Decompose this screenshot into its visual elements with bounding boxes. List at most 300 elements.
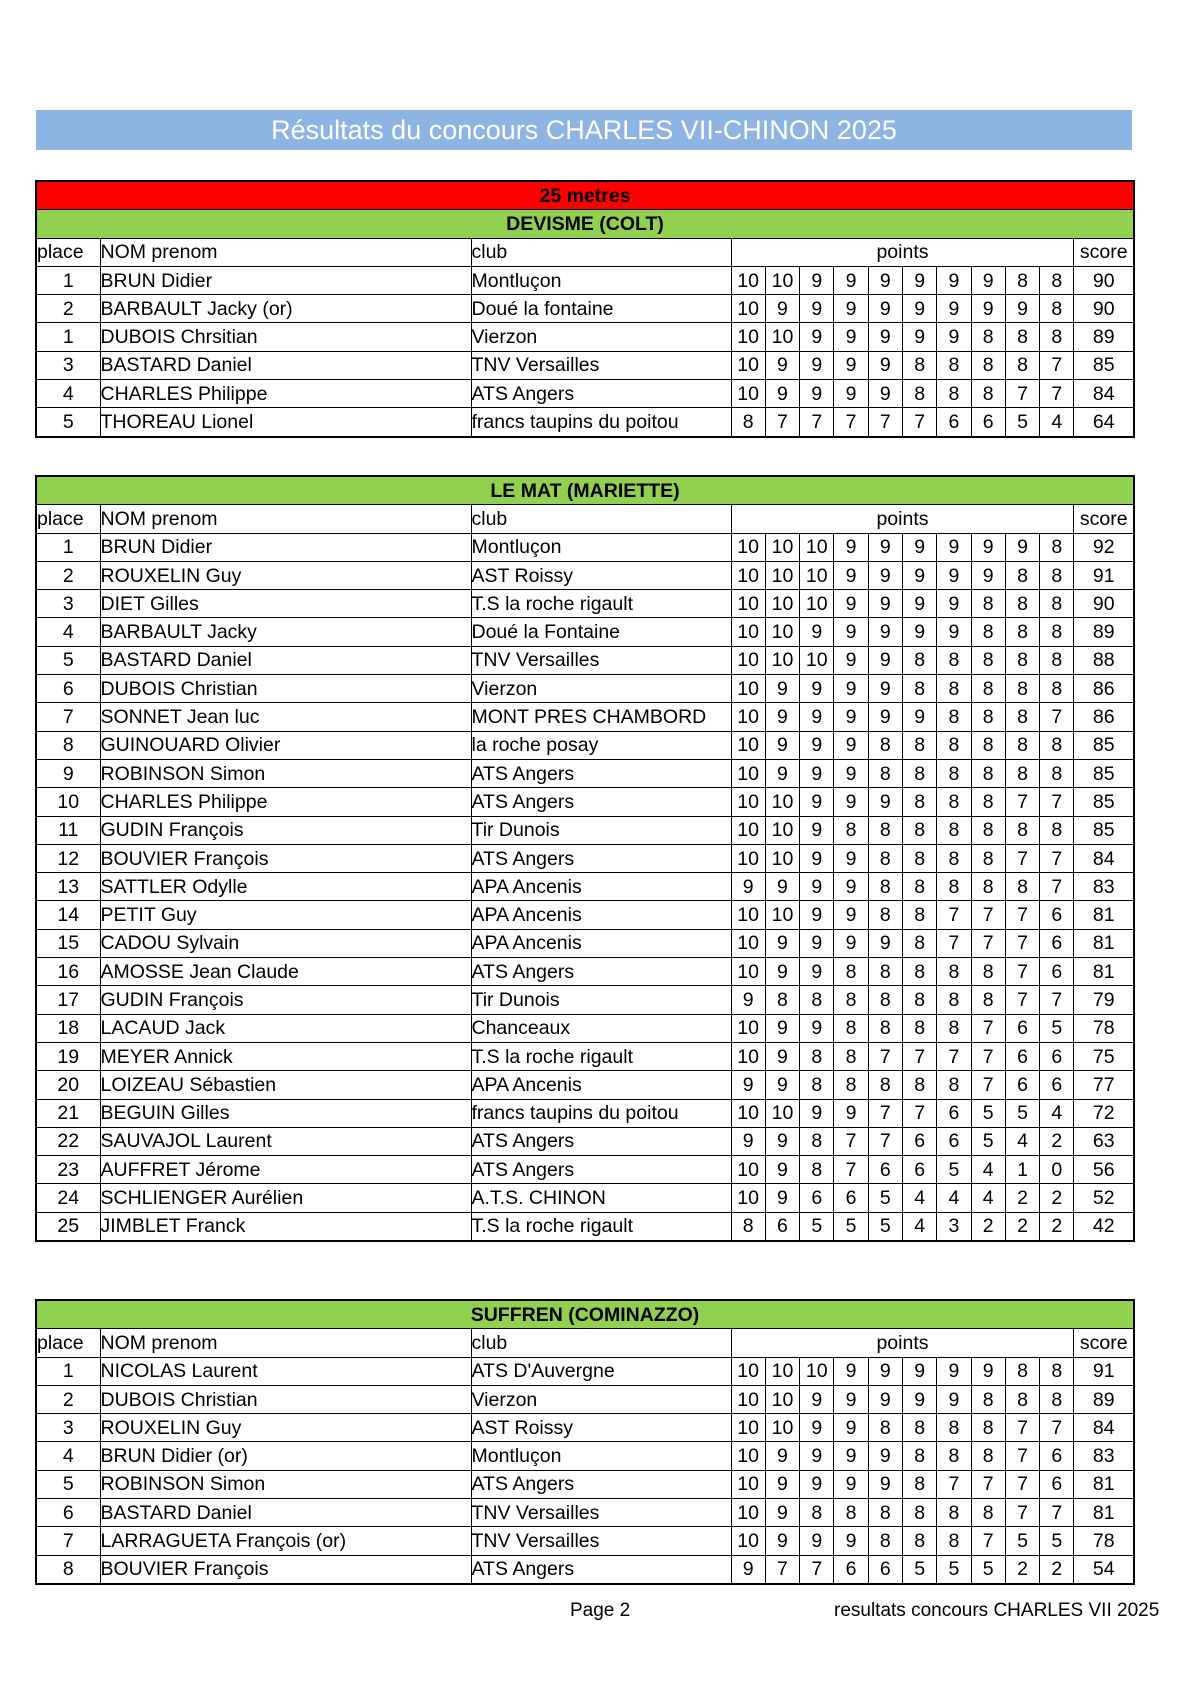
point-cell: 9 xyxy=(800,1414,834,1442)
point-cell: 8 xyxy=(1005,618,1039,646)
point-cell: 9 xyxy=(765,1527,799,1555)
point-cell: 10 xyxy=(800,590,834,618)
section-title: SUFFREN (COMINAZZO) xyxy=(36,1300,1134,1329)
point-cell: 9 xyxy=(834,788,868,816)
table-row xyxy=(36,844,1134,872)
point-cell: 9 xyxy=(902,1385,936,1413)
point-cell: 10 xyxy=(765,266,799,294)
table-row xyxy=(36,533,1134,561)
table-row xyxy=(36,323,1134,351)
table-row xyxy=(36,646,1134,674)
point-cell: 6 xyxy=(1005,1071,1039,1099)
point-cell: 8 xyxy=(937,844,971,872)
point-cell: 10 xyxy=(765,590,799,618)
point-cell: 9 xyxy=(834,1414,868,1442)
point-cell: 10 xyxy=(731,901,765,929)
point-cell: 9 xyxy=(834,703,868,731)
point-cell: 8 xyxy=(1005,590,1039,618)
name-cell: GUDIN François xyxy=(100,816,471,844)
score-cell: 84 xyxy=(1074,380,1134,408)
point-cell: 8 xyxy=(971,380,1005,408)
point-cell: 8 xyxy=(800,1127,834,1155)
point-cell: 8 xyxy=(902,873,936,901)
column-header-row xyxy=(36,1329,1134,1357)
club-cell: ATS D'Auvergne xyxy=(471,1357,731,1385)
name-cell: SCHLIENGER Aurélien xyxy=(100,1184,471,1212)
point-cell: 5 xyxy=(971,1127,1005,1155)
point-cell: 4 xyxy=(902,1184,936,1212)
club-cell: Vierzon xyxy=(471,675,731,703)
point-cell: 9 xyxy=(868,266,902,294)
point-cell: 10 xyxy=(731,1385,765,1413)
place-cell: 7 xyxy=(36,703,100,731)
club-cell: Doué la Fontaine xyxy=(471,618,731,646)
point-cell: 9 xyxy=(834,1357,868,1385)
club-cell: francs taupins du poitou xyxy=(471,1099,731,1127)
table-row xyxy=(36,873,1134,901)
table-row xyxy=(36,703,1134,731)
score-cell: 88 xyxy=(1074,646,1134,674)
header-name: NOM prenom xyxy=(100,1329,471,1357)
point-cell: 9 xyxy=(800,295,834,323)
point-cell: 9 xyxy=(800,1527,834,1555)
point-cell: 9 xyxy=(800,958,834,986)
point-cell: 2 xyxy=(1005,1184,1039,1212)
point-cell: 8 xyxy=(937,1527,971,1555)
point-cell: 10 xyxy=(800,561,834,589)
name-cell: JIMBLET Franck xyxy=(100,1212,471,1241)
point-cell: 7 xyxy=(937,1470,971,1498)
point-cell: 2 xyxy=(1040,1555,1074,1584)
point-cell: 8 xyxy=(1040,618,1074,646)
point-cell: 7 xyxy=(1005,1470,1039,1498)
point-cell: 10 xyxy=(731,533,765,561)
point-cell: 7 xyxy=(1040,986,1074,1014)
point-cell: 10 xyxy=(765,816,799,844)
table-row xyxy=(36,618,1134,646)
point-cell: 8 xyxy=(1040,759,1074,787)
point-cell: 8 xyxy=(937,380,971,408)
score-cell: 54 xyxy=(1074,1555,1134,1584)
table-row xyxy=(36,590,1134,618)
place-cell: 14 xyxy=(36,901,100,929)
club-cell: ATS Angers xyxy=(471,380,731,408)
point-cell: 6 xyxy=(834,1555,868,1584)
point-cell: 8 xyxy=(834,1499,868,1527)
score-cell: 81 xyxy=(1074,929,1134,957)
table-row xyxy=(36,1414,1134,1442)
place-cell: 18 xyxy=(36,1014,100,1042)
point-cell: 7 xyxy=(1040,844,1074,872)
point-cell: 10 xyxy=(765,788,799,816)
point-cell: 5 xyxy=(971,1099,1005,1127)
score-cell: 75 xyxy=(1074,1042,1134,1070)
place-cell: 17 xyxy=(36,986,100,1014)
point-cell: 8 xyxy=(1005,1385,1039,1413)
place-cell: 3 xyxy=(36,590,100,618)
point-cell: 9 xyxy=(1005,295,1039,323)
score-cell: 91 xyxy=(1074,561,1134,589)
point-cell: 8 xyxy=(902,1442,936,1470)
point-cell: 9 xyxy=(765,380,799,408)
point-cell: 8 xyxy=(971,618,1005,646)
club-cell: ATS Angers xyxy=(471,759,731,787)
point-cell: 8 xyxy=(834,1042,868,1070)
point-cell: 9 xyxy=(731,1555,765,1584)
point-cell: 9 xyxy=(800,351,834,379)
point-cell: 8 xyxy=(902,1499,936,1527)
table-row xyxy=(36,1042,1134,1070)
point-cell: 9 xyxy=(800,816,834,844)
point-cell: 6 xyxy=(1040,1470,1074,1498)
point-cell: 10 xyxy=(731,1156,765,1184)
header-points: points xyxy=(731,1329,1074,1357)
point-cell: 10 xyxy=(731,590,765,618)
point-cell: 5 xyxy=(1040,1014,1074,1042)
place-cell: 12 xyxy=(36,844,100,872)
point-cell: 8 xyxy=(902,1414,936,1442)
score-cell: 42 xyxy=(1074,1212,1134,1241)
club-cell: ATS Angers xyxy=(471,958,731,986)
point-cell: 0 xyxy=(1040,1156,1074,1184)
table-row xyxy=(36,901,1134,929)
score-cell: 90 xyxy=(1074,590,1134,618)
place-cell: 8 xyxy=(36,731,100,759)
club-cell: Doué la fontaine xyxy=(471,295,731,323)
point-cell: 8 xyxy=(971,759,1005,787)
name-cell: BOUVIER François xyxy=(100,1555,471,1584)
name-cell: GUDIN François xyxy=(100,986,471,1014)
place-cell: 22 xyxy=(36,1127,100,1155)
score-cell: 81 xyxy=(1074,1499,1134,1527)
score-cell: 90 xyxy=(1074,266,1134,294)
point-cell: 10 xyxy=(765,1099,799,1127)
point-cell: 8 xyxy=(868,901,902,929)
point-cell: 9 xyxy=(834,1385,868,1413)
point-cell: 8 xyxy=(868,1071,902,1099)
point-cell: 5 xyxy=(1040,1527,1074,1555)
name-cell: AMOSSE Jean Claude xyxy=(100,958,471,986)
point-cell: 8 xyxy=(1040,561,1074,589)
document-title: Résultats du concours CHARLES VII-CHINON 2025 xyxy=(36,110,1132,150)
point-cell: 2 xyxy=(1005,1212,1039,1241)
name-cell: BEGUIN Gilles xyxy=(100,1099,471,1127)
point-cell: 8 xyxy=(902,1014,936,1042)
point-cell: 10 xyxy=(731,266,765,294)
header-points: points xyxy=(731,238,1074,266)
point-cell: 6 xyxy=(868,1555,902,1584)
point-cell: 7 xyxy=(1040,380,1074,408)
point-cell: 10 xyxy=(731,561,765,589)
point-cell: 8 xyxy=(971,873,1005,901)
point-cell: 10 xyxy=(731,958,765,986)
score-cell: 92 xyxy=(1074,533,1134,561)
results-table-le-mat xyxy=(35,475,1135,1242)
point-cell: 10 xyxy=(731,844,765,872)
header-name: NOM prenom xyxy=(100,505,471,533)
score-cell: 81 xyxy=(1074,958,1134,986)
point-cell: 10 xyxy=(765,618,799,646)
point-cell: 7 xyxy=(1005,1414,1039,1442)
point-cell: 8 xyxy=(902,1071,936,1099)
point-cell: 7 xyxy=(1005,788,1039,816)
header-name: NOM prenom xyxy=(100,238,471,266)
point-cell: 9 xyxy=(971,1357,1005,1385)
place-cell: 11 xyxy=(36,816,100,844)
point-cell: 8 xyxy=(1005,323,1039,351)
point-cell: 9 xyxy=(800,675,834,703)
point-cell: 10 xyxy=(765,901,799,929)
point-cell: 9 xyxy=(800,1470,834,1498)
point-cell: 10 xyxy=(800,1357,834,1385)
table-row xyxy=(36,380,1134,408)
point-cell: 7 xyxy=(1005,986,1039,1014)
point-cell: 9 xyxy=(765,958,799,986)
point-cell: 6 xyxy=(1040,1071,1074,1099)
header-score: score xyxy=(1074,238,1134,266)
club-cell: TNV Versailles xyxy=(471,351,731,379)
point-cell: 7 xyxy=(971,1042,1005,1070)
club-cell: ATS Angers xyxy=(471,1127,731,1155)
point-cell: 6 xyxy=(971,408,1005,437)
point-cell: 8 xyxy=(1040,731,1074,759)
point-cell: 9 xyxy=(937,561,971,589)
club-cell: Montluçon xyxy=(471,533,731,561)
point-cell: 9 xyxy=(868,1442,902,1470)
point-cell: 8 xyxy=(971,590,1005,618)
club-cell: TNV Versailles xyxy=(471,646,731,674)
name-cell: DUBOIS Christian xyxy=(100,1385,471,1413)
place-cell: 24 xyxy=(36,1184,100,1212)
point-cell: 8 xyxy=(971,351,1005,379)
point-cell: 8 xyxy=(937,958,971,986)
place-cell: 4 xyxy=(36,1442,100,1470)
score-cell: 63 xyxy=(1074,1127,1134,1155)
point-cell: 7 xyxy=(1005,901,1039,929)
point-cell: 9 xyxy=(868,590,902,618)
score-cell: 81 xyxy=(1074,901,1134,929)
point-cell: 8 xyxy=(971,1499,1005,1527)
table-row xyxy=(36,958,1134,986)
point-cell: 9 xyxy=(800,618,834,646)
point-cell: 7 xyxy=(1040,351,1074,379)
point-cell: 9 xyxy=(765,731,799,759)
point-cell: 9 xyxy=(902,618,936,646)
point-cell: 8 xyxy=(731,408,765,437)
point-cell: 7 xyxy=(868,1042,902,1070)
point-cell: 8 xyxy=(868,873,902,901)
club-cell: T.S la roche rigault xyxy=(471,1212,731,1241)
point-cell: 8 xyxy=(800,1499,834,1527)
point-cell: 8 xyxy=(937,788,971,816)
point-cell: 8 xyxy=(902,788,936,816)
name-cell: LACAUD Jack xyxy=(100,1014,471,1042)
table-row xyxy=(36,1184,1134,1212)
section-title: LE MAT (MARIETTE) xyxy=(36,476,1134,505)
point-cell: 8 xyxy=(1040,323,1074,351)
point-cell: 9 xyxy=(834,1442,868,1470)
point-cell: 9 xyxy=(834,901,868,929)
point-cell: 8 xyxy=(971,844,1005,872)
point-cell: 7 xyxy=(765,408,799,437)
point-cell: 9 xyxy=(834,844,868,872)
point-cell: 9 xyxy=(765,1042,799,1070)
point-cell: 9 xyxy=(800,1385,834,1413)
point-cell: 10 xyxy=(731,380,765,408)
results-table-suffren xyxy=(35,1299,1135,1585)
point-cell: 9 xyxy=(800,323,834,351)
point-cell: 8 xyxy=(902,1470,936,1498)
point-cell: 8 xyxy=(868,759,902,787)
point-cell: 8 xyxy=(937,986,971,1014)
score-cell: 85 xyxy=(1074,731,1134,759)
point-cell: 6 xyxy=(834,1184,868,1212)
score-cell: 84 xyxy=(1074,844,1134,872)
club-cell: T.S la roche rigault xyxy=(471,1042,731,1070)
table-row xyxy=(36,1442,1134,1470)
point-cell: 7 xyxy=(1005,844,1039,872)
score-cell: 89 xyxy=(1074,1385,1134,1413)
header-place: place xyxy=(36,238,100,266)
name-cell: BASTARD Daniel xyxy=(100,351,471,379)
point-cell: 9 xyxy=(800,380,834,408)
point-cell: 6 xyxy=(765,1212,799,1241)
point-cell: 8 xyxy=(1005,351,1039,379)
point-cell: 7 xyxy=(1040,703,1074,731)
point-cell: 8 xyxy=(971,958,1005,986)
point-cell: 8 xyxy=(902,901,936,929)
point-cell: 10 xyxy=(731,1442,765,1470)
section-header-row xyxy=(36,210,1134,238)
club-cell: Vierzon xyxy=(471,323,731,351)
point-cell: 8 xyxy=(971,1414,1005,1442)
point-cell: 9 xyxy=(937,590,971,618)
point-cell: 9 xyxy=(800,901,834,929)
point-cell: 9 xyxy=(868,646,902,674)
point-cell: 9 xyxy=(765,1499,799,1527)
name-cell: DUBOIS Chrsitian xyxy=(100,323,471,351)
point-cell: 9 xyxy=(868,533,902,561)
name-cell: BRUN Didier (or) xyxy=(100,1442,471,1470)
point-cell: 7 xyxy=(902,408,936,437)
point-cell: 8 xyxy=(1005,266,1039,294)
point-cell: 9 xyxy=(834,1470,868,1498)
point-cell: 10 xyxy=(765,561,799,589)
point-cell: 8 xyxy=(1005,561,1039,589)
point-cell: 8 xyxy=(1005,1357,1039,1385)
name-cell: GUINOUARD Olivier xyxy=(100,731,471,759)
club-cell: ATS Angers xyxy=(471,1555,731,1584)
point-cell: 4 xyxy=(902,1212,936,1241)
point-cell: 7 xyxy=(834,1156,868,1184)
point-cell: 8 xyxy=(800,986,834,1014)
header-club: club xyxy=(471,238,731,266)
point-cell: 5 xyxy=(902,1555,936,1584)
point-cell: 8 xyxy=(834,1071,868,1099)
point-cell: 7 xyxy=(1005,929,1039,957)
name-cell: AUFFRET Jérome xyxy=(100,1156,471,1184)
point-cell: 9 xyxy=(902,533,936,561)
place-cell: 1 xyxy=(36,323,100,351)
point-cell: 7 xyxy=(800,408,834,437)
point-cell: 8 xyxy=(868,1527,902,1555)
club-cell: Tir Dunois xyxy=(471,986,731,1014)
point-cell: 10 xyxy=(765,323,799,351)
name-cell: LOIZEAU Sébastien xyxy=(100,1071,471,1099)
point-cell: 2 xyxy=(971,1212,1005,1241)
point-cell: 7 xyxy=(937,901,971,929)
table-row xyxy=(36,1555,1134,1584)
point-cell: 9 xyxy=(971,561,1005,589)
point-cell: 1 xyxy=(1005,1156,1039,1184)
point-cell: 7 xyxy=(868,1099,902,1127)
header-place: place xyxy=(36,1329,100,1357)
point-cell: 10 xyxy=(731,1414,765,1442)
point-cell: 8 xyxy=(834,816,868,844)
place-cell: 2 xyxy=(36,295,100,323)
table-row xyxy=(36,929,1134,957)
point-cell: 9 xyxy=(834,1527,868,1555)
point-cell: 7 xyxy=(1040,873,1074,901)
point-cell: 6 xyxy=(1005,1014,1039,1042)
point-cell: 2 xyxy=(1040,1127,1074,1155)
score-cell: 52 xyxy=(1074,1184,1134,1212)
point-cell: 7 xyxy=(834,1127,868,1155)
point-cell: 8 xyxy=(1005,731,1039,759)
table-row xyxy=(36,1357,1134,1385)
point-cell: 7 xyxy=(937,1042,971,1070)
point-cell: 8 xyxy=(902,986,936,1014)
point-cell: 8 xyxy=(800,1156,834,1184)
table-row xyxy=(36,1099,1134,1127)
point-cell: 9 xyxy=(868,1385,902,1413)
point-cell: 8 xyxy=(971,986,1005,1014)
point-cell: 10 xyxy=(731,788,765,816)
point-cell: 9 xyxy=(800,703,834,731)
header-place: place xyxy=(36,505,100,533)
point-cell: 7 xyxy=(800,1555,834,1584)
name-cell: CHARLES Philippe xyxy=(100,380,471,408)
point-cell: 3 xyxy=(937,1212,971,1241)
point-cell: 8 xyxy=(1040,646,1074,674)
point-cell: 9 xyxy=(834,351,868,379)
point-cell: 7 xyxy=(1005,380,1039,408)
name-cell: ROUXELIN Guy xyxy=(100,561,471,589)
club-cell: ATS Angers xyxy=(471,1156,731,1184)
column-header-row xyxy=(36,505,1134,533)
point-cell: 9 xyxy=(765,1014,799,1042)
point-cell: 9 xyxy=(765,929,799,957)
point-cell: 8 xyxy=(902,958,936,986)
point-cell: 9 xyxy=(868,929,902,957)
point-cell: 4 xyxy=(971,1156,1005,1184)
table-row xyxy=(36,295,1134,323)
point-cell: 10 xyxy=(731,816,765,844)
point-cell: 8 xyxy=(1005,703,1039,731)
point-cell: 9 xyxy=(868,323,902,351)
table-row xyxy=(36,816,1134,844)
point-cell: 9 xyxy=(971,295,1005,323)
club-cell: APA Ancenis xyxy=(471,929,731,957)
point-cell: 9 xyxy=(800,731,834,759)
score-cell: 86 xyxy=(1074,703,1134,731)
point-cell: 8 xyxy=(937,759,971,787)
place-cell: 16 xyxy=(36,958,100,986)
point-cell: 9 xyxy=(902,1357,936,1385)
point-cell: 10 xyxy=(731,703,765,731)
point-cell: 8 xyxy=(868,958,902,986)
club-cell: Chanceaux xyxy=(471,1014,731,1042)
